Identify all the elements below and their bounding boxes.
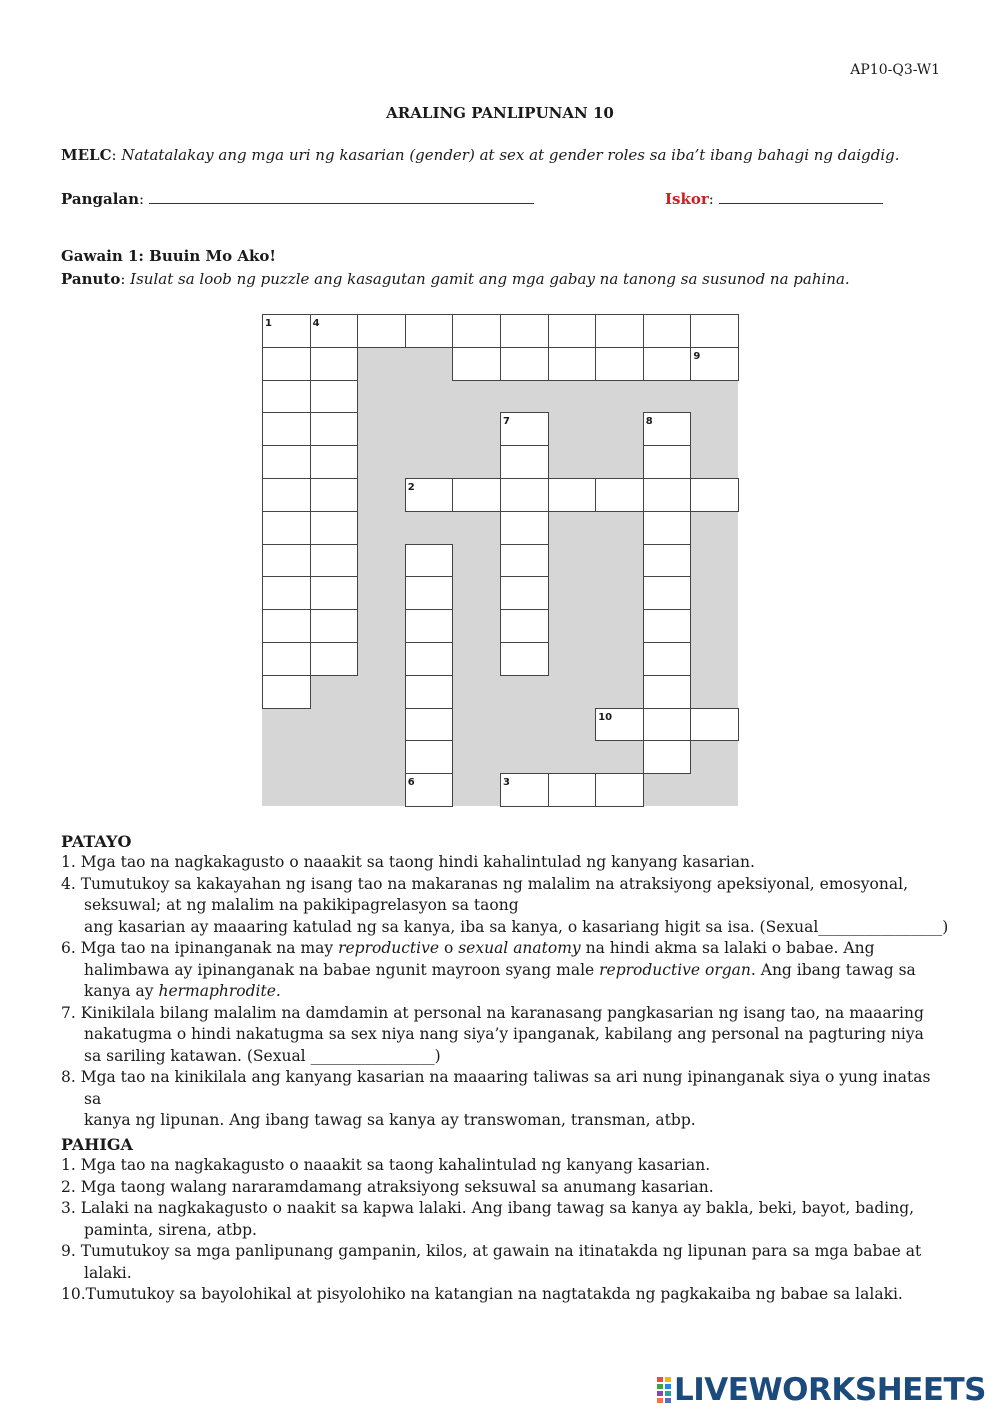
crossword-block (548, 412, 596, 445)
clue-text: 3. Lalaki na nagkakagusto o naakit sa kapwa lalaki. Ang ibang tawag sa kanya ay bakla, beki, bayot, bading, (61, 1199, 915, 1217)
crossword-block (548, 380, 596, 413)
crossword-cell[interactable] (500, 445, 549, 479)
clue-across-3 (61, 1198, 941, 1241)
clue-number: 2 (407, 482, 415, 493)
crossword-cell[interactable] (262, 412, 311, 446)
crossword-block (548, 708, 596, 741)
clue-across-1 (61, 1155, 941, 1177)
crossword-block (595, 576, 643, 609)
clue-down-1 (61, 852, 941, 874)
crossword-block (357, 511, 405, 544)
crossword-block (690, 380, 738, 413)
crossword-cell[interactable] (643, 740, 692, 774)
clue-down-8 (61, 1067, 941, 1132)
logo-tile (665, 1384, 671, 1389)
clue-across-2 (61, 1177, 941, 1199)
crossword-block (595, 740, 643, 773)
crossword-cell[interactable] (405, 478, 454, 512)
melc-label: MELC (61, 146, 112, 164)
crossword-block (690, 642, 738, 675)
crossword-cell[interactable] (643, 544, 692, 578)
clue-line (84, 981, 941, 1003)
crossword-cell[interactable] (405, 544, 454, 578)
crossword-cell[interactable] (310, 380, 359, 414)
logo-tile (657, 1384, 663, 1389)
crossword-block (595, 544, 643, 577)
name-blank[interactable] (149, 189, 534, 204)
crossword-cell[interactable] (595, 773, 644, 807)
crossword-cell[interactable] (310, 544, 359, 578)
crossword-block (548, 740, 596, 773)
crossword-block (595, 675, 643, 708)
crossword-cell[interactable] (500, 314, 549, 348)
crossword-block (357, 380, 405, 413)
crossword-cell[interactable] (262, 445, 311, 479)
instructions-text: Isulat sa loob ng puzzle ang kasagutan gamit ang mga gabay na tanong sa susunod na pahina. (130, 270, 850, 288)
clue-text: 1. Mga tao na nagkakagusto o naaakit sa taong kahalintulad ng kanyang kasarian. (61, 1156, 711, 1174)
crossword-cell[interactable] (262, 675, 311, 709)
clue-text: lalaki. (84, 1263, 132, 1282)
clue-line (84, 960, 941, 982)
clue-number: 4 (312, 318, 320, 329)
crossword-block (357, 609, 405, 642)
crossword-block (690, 773, 738, 806)
crossword-cell[interactable] (452, 347, 501, 381)
instructions-label: Panuto (61, 270, 121, 288)
crossword-cell[interactable] (548, 773, 597, 807)
crossword-block (357, 576, 405, 609)
crossword-cell[interactable] (500, 511, 549, 545)
crossword-cell[interactable] (405, 642, 454, 676)
clue-across-9 (61, 1241, 941, 1284)
clue-number: 7 (503, 416, 510, 428)
crossword-block (452, 675, 500, 708)
crossword-block (310, 740, 358, 773)
clue-text: 1. Mga tao na nagkakagusto o naaakit sa taong hindi kahalintulad ng kanyang kasarian. (61, 853, 755, 871)
crossword-cell[interactable] (643, 642, 692, 676)
clue-text: kanya ay (84, 982, 159, 1000)
crossword-block (690, 675, 738, 708)
crossword-cell[interactable] (262, 576, 311, 610)
crossword-cell[interactable] (405, 740, 454, 774)
crossword-cell[interactable] (310, 576, 359, 610)
crossword-cell[interactable] (262, 478, 311, 512)
clue-number: 6 (407, 777, 415, 789)
crossword-block (262, 740, 310, 773)
crossword-cell[interactable] (595, 478, 644, 512)
score-label: Iskor (665, 190, 709, 208)
crossword-cell[interactable] (262, 544, 311, 578)
crossword-block (452, 544, 500, 577)
clue-text: 8. Mga tao na kinikilala ang kanyang kasarian na maaaring taliwas sa ari nung ipinanganak siya o yung inatas sa (61, 1068, 931, 1108)
crossword-cell[interactable] (500, 347, 549, 381)
crossword-block (452, 708, 500, 741)
crossword-block (595, 609, 643, 642)
crossword-cell[interactable] (643, 445, 692, 479)
clue-italic: reproductive (338, 939, 440, 957)
crossword-block (500, 675, 548, 708)
crossword-cell[interactable] (595, 347, 644, 381)
crossword-block (310, 675, 358, 708)
clue-text: kanya ng lipunan. Ang ibang tawag sa kanya ay transwoman, transman, atbp. (84, 1111, 696, 1129)
crossword-grid (262, 314, 738, 806)
crossword-cell[interactable] (548, 347, 597, 381)
liveworksheets-logo (656, 1372, 986, 1408)
logo-tile (657, 1377, 663, 1382)
crossword-cell[interactable] (500, 773, 549, 807)
crossword-cell[interactable] (405, 708, 454, 742)
crossword-block (452, 412, 500, 445)
crossword-block (643, 380, 691, 413)
page-title: ARALING PANLIPUNAN 10 (386, 104, 614, 122)
crossword-cell[interactable] (500, 642, 549, 676)
clue-text: . Ang ibang tawag sa (750, 960, 916, 979)
crossword-block (357, 544, 405, 577)
activity-title: Gawain 1: Buuin Mo Ako! (61, 247, 276, 265)
clue-text: sa sariling katawan. (Sexual ________________) (84, 1046, 441, 1065)
crossword-cell[interactable] (405, 609, 454, 643)
crossword-cell[interactable] (262, 347, 311, 381)
clue-italic: reproductive organ (599, 960, 751, 979)
crossword-block (690, 609, 738, 642)
clue-italic: hermaphrodite. (158, 982, 281, 1000)
instructions-line: Panuto: Isulat sa loob ng puzzle ang kasagutan gamit ang mga gabay na tanong sa susunod na pahina. (61, 270, 850, 288)
crossword-block (500, 708, 548, 741)
logo-tile (657, 1391, 663, 1396)
pahiga-clues (61, 1155, 941, 1306)
clue-number: 8 (645, 416, 653, 428)
crossword-block (595, 412, 643, 445)
crossword-block (595, 380, 643, 413)
crossword-block (595, 445, 643, 478)
crossword-block (357, 773, 405, 806)
crossword-cell[interactable] (500, 412, 549, 446)
crossword-block (405, 347, 453, 380)
crossword-cell[interactable] (310, 445, 359, 479)
clue-text: seksuwal; at ng malalim na pakikipagrelasyon sa taong (84, 896, 519, 914)
crossword-block (548, 609, 596, 642)
clue-text: 10.Tumutukoy sa bayolohikal at pisyolohiko na katangian na nagtatakda ng pagkakaiba ng babae sa lalaki. (61, 1285, 903, 1303)
crossword-block (690, 544, 738, 577)
name-line: Pangalan: (61, 189, 534, 208)
crossword-block (357, 347, 405, 380)
clue-down-6 (61, 938, 941, 1003)
crossword-cell[interactable] (262, 642, 311, 676)
crossword-cell[interactable] (690, 708, 739, 742)
clue-down-7 (61, 1003, 941, 1068)
crossword-cell[interactable] (500, 544, 549, 578)
crossword-block (452, 740, 500, 773)
crossword-cell[interactable] (643, 675, 692, 709)
crossword-block (452, 642, 500, 675)
crossword-block (643, 773, 691, 806)
clue-text: 7. Kinikilala bilang malalim na damdamin at personal na karanasang pangkasarian ng isang tao, na maaaring (61, 1003, 924, 1022)
crossword-cell[interactable] (262, 380, 311, 414)
crossword-block (357, 675, 405, 708)
crossword-block (548, 576, 596, 609)
clue-down-4 (61, 874, 949, 939)
crossword-cell[interactable] (452, 314, 501, 348)
crossword-cell[interactable] (643, 576, 692, 610)
clue-text: ang kasarian ay maaaring katulad ng sa kanya, iba sa kanya, o kasariang higit sa isa. (Sexual________________) (84, 917, 949, 936)
crossword-block (548, 544, 596, 577)
crossword-cell[interactable] (262, 609, 311, 643)
crossword-block (357, 478, 405, 511)
crossword-cell[interactable] (643, 478, 692, 512)
crossword-cell[interactable] (357, 314, 406, 348)
name-label: Pangalan (61, 190, 140, 208)
crossword-cell[interactable] (690, 314, 739, 348)
crossword-block (548, 445, 596, 478)
patayo-clues (61, 852, 949, 1132)
pahiga-heading: PAHIGA (61, 1135, 133, 1154)
crossword-block (595, 511, 643, 544)
crossword-cell[interactable] (595, 314, 644, 348)
crossword-block (690, 445, 738, 478)
crossword-block (690, 576, 738, 609)
clue-text: paminta, sirena, atbp. (84, 1220, 257, 1239)
clue-text: nakatugma o hindi nakatugma sa sex niya nang siya’y ipanganak, kabilang ang personal na pagturing niya (84, 1025, 924, 1043)
crossword-cell[interactable] (643, 609, 692, 643)
crossword-block (500, 380, 548, 413)
logo-tile (665, 1391, 671, 1396)
crossword-block (405, 412, 453, 445)
crossword-block (690, 740, 738, 773)
crossword-cell[interactable] (690, 347, 739, 381)
crossword-cell[interactable] (690, 478, 739, 512)
crossword-cell[interactable] (643, 708, 692, 742)
crossword-block (357, 708, 405, 741)
crossword-block (310, 773, 358, 806)
crossword-block (500, 740, 548, 773)
crossword-block (405, 511, 453, 544)
logo-tile (665, 1377, 671, 1382)
crossword-cell[interactable] (310, 642, 359, 676)
crossword-block (405, 445, 453, 478)
clue-number: 1 (265, 318, 272, 329)
crossword-block (262, 773, 310, 806)
document-code: AP10-Q3-W1 (850, 62, 940, 78)
clue-text: 2. Mga taong walang nararamdamang atraksiyong seksuwal sa anumang kasarian. (61, 1177, 714, 1196)
crossword-cell[interactable] (643, 347, 692, 381)
crossword-cell[interactable] (405, 576, 454, 610)
melc-text: Natatalakay ang mga uri ng kasarian (gender) at sex at gender roles sa iba’t ibang bahagi ng daigdig. (121, 146, 900, 164)
crossword-cell[interactable] (262, 314, 311, 348)
logo-tile (665, 1398, 671, 1403)
clue-text: 9. Tumutukoy sa mga panlipunang gampanin, kilos, at gawain na itinatakda ng lipunan para sa mga babae at (61, 1242, 922, 1260)
crossword-cell[interactable] (500, 576, 549, 610)
crossword-cell[interactable] (405, 314, 454, 348)
crossword-block (357, 412, 405, 445)
crossword-cell[interactable] (643, 314, 692, 348)
crossword-block (595, 642, 643, 675)
crossword-block (452, 511, 500, 544)
crossword-block (452, 576, 500, 609)
crossword-block (548, 675, 596, 708)
crossword-block (357, 642, 405, 675)
clue-number: 3 (503, 777, 510, 789)
crossword-block (548, 642, 596, 675)
crossword-block (452, 773, 500, 806)
crossword-cell[interactable] (310, 412, 359, 446)
crossword-block (357, 740, 405, 773)
clue-italic: sexual anatomy (458, 939, 581, 957)
crossword-block (452, 609, 500, 642)
crossword-cell[interactable] (405, 773, 454, 807)
crossword-cell[interactable] (310, 314, 359, 348)
crossword-cell[interactable] (262, 511, 311, 545)
score-line: Iskor: (665, 189, 883, 208)
crossword-cell[interactable] (405, 675, 454, 709)
clue-number: 9 (693, 350, 701, 362)
crossword-block (310, 708, 358, 741)
crossword-cell[interactable] (500, 609, 549, 643)
crossword-block (405, 380, 453, 413)
score-blank[interactable] (719, 189, 883, 204)
crossword-block (357, 445, 405, 478)
patayo-heading: PATAYO (61, 832, 132, 851)
clue-text: 4. Tumutukoy sa kakayahan ng isang tao na makaranas ng malalim na atraksiyong apeksiyonal, emosyonal, (61, 874, 908, 893)
logo-text: LIVEWORKSHEETS (674, 1372, 986, 1408)
clue-number: 10 (598, 711, 613, 723)
crossword-cell[interactable] (595, 708, 644, 742)
clue-text: o (439, 939, 459, 957)
melc-line: MELC: Natatalakay ang mga uri ng kasarian (gender) at sex at gender roles sa iba’t ibang bahagi ng daigdig. (61, 146, 900, 164)
crossword-block (690, 511, 738, 544)
clue-text: 6. Mga tao na ipinanganak na may (61, 939, 339, 957)
crossword-cell[interactable] (643, 412, 692, 446)
crossword-block (452, 445, 500, 478)
crossword-cell[interactable] (310, 347, 359, 381)
liveworksheets-logo-icon (656, 1376, 672, 1404)
crossword-cell[interactable] (548, 314, 597, 348)
crossword-cell[interactable] (452, 478, 501, 512)
crossword-cell[interactable] (310, 478, 359, 512)
crossword-cell[interactable] (548, 478, 597, 512)
crossword-cell[interactable] (310, 609, 359, 643)
crossword-cell[interactable] (643, 511, 692, 545)
crossword-block (548, 511, 596, 544)
crossword-cell[interactable] (500, 478, 549, 512)
clue-across-10 (61, 1284, 941, 1306)
crossword-block (262, 708, 310, 741)
crossword-block (690, 412, 738, 445)
clue-text: halimbawa ay ipinanganak na babae ngunit mayroon syang male (84, 960, 600, 979)
clue-text: na hindi akma sa lalaki o babae. Ang (580, 939, 875, 957)
crossword-block (452, 380, 500, 413)
logo-tile (657, 1398, 663, 1403)
crossword-cell[interactable] (310, 511, 359, 545)
